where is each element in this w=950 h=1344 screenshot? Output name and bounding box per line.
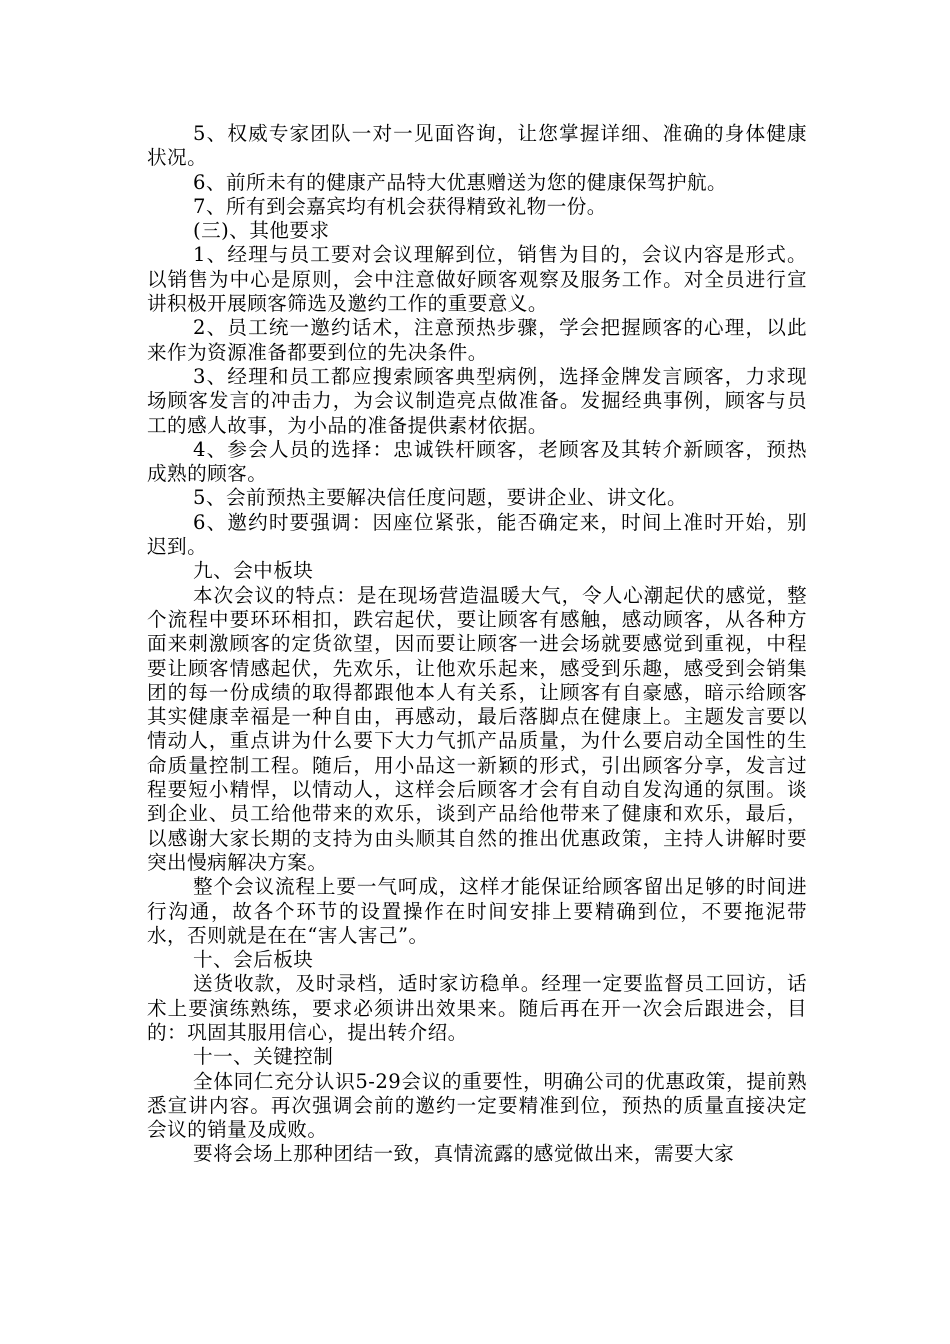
section-heading: 十、会后板块 bbox=[193, 948, 314, 972]
list-item: 5、权威专家团队一对一见面咨询，让您掌握详细、准确的身体健康状况。 bbox=[147, 122, 807, 170]
body-paragraph: 要将会场上那种团结一致，真情流露的感觉做出来，需要大家 bbox=[193, 1142, 735, 1166]
body-paragraph: 送货收款，及时录档，适时家访稳单。经理一定要监督员工回访，话术上要演练熟练，要求必须讲出效果来。随后再在开一次会后跟进会，目的：巩固其服用信心，提出转介绍。 bbox=[147, 972, 807, 1044]
body-paragraph: 本次会议的特点：是在现场营造温暖大气，令人心潮起伏的感觉，整个流程中要环环相扣，跌宕起伏，要让顾客有感触，感动顾客，从各种方面来刺激顾客的定货欲望，因而要让顾客一进会场就要感觉到重视，中程要让顾客情感起伏，先欢乐，让他欢乐起来，感受到乐趣，感受到会销集团的每一份成绩的取得都跟他本人有关系，让顾客有自豪感，暗示给顾客其实健康幸福是一种自由，再感动，最后落脚点在健康上。主题发言要以情动人，重点讲为什么要下大力气抓产品质量，为什么要启动全国性的生命质量控制工程。随后，用小品这一新颖的形式，引出顾客分享，发言过程要短小精悍，以情动人，这样会后顾客才会有自动自发沟通的氛围。谈到企业、员工给他带来的欢乐，谈到产品给他带来了健康和欢乐，最后，以感谢大家长期的支持为由头顺其自然的推出优惠政策，主持人讲解时要突出慢病解决方案。 bbox=[147, 583, 807, 874]
list-item: 3、经理和员工都应搜索顾客典型病例，选择金牌发言顾客，力求现场顾客发言的冲击力，为会议制造亮点做准备。发掘经典事例，顾客与员工的感人故事，为小品的准备提供素材依据。 bbox=[147, 364, 807, 437]
body-paragraph: 整个会议流程上要一气呵成，这样才能保证给顾客留出足够的时间进行沟通，故各个环节的设置操作在时间安排上要精确到位，不要拖泥带水，否则就是在在“害人害己”。 bbox=[147, 875, 807, 947]
list-item: 4、参会人员的选择：忠诚铁杆顾客，老顾客及其转介新顾客，预热成熟的顾客。 bbox=[147, 437, 807, 486]
list-item: 1、经理与员工要对会议理解到位，销售为目的，会议内容是形式。以销售为中心是原则，会中注意做好顾客观察及服务工作。对全员进行宣讲积极开展顾客筛选及邀约工作的重要意义。 bbox=[147, 243, 807, 316]
section-heading: (三)、其他要求 bbox=[193, 219, 330, 243]
list-item: 7、所有到会嘉宾均有机会获得精致礼物一份。 bbox=[193, 194, 607, 218]
list-item: 6、前所未有的健康产品特大优惠赠送为您的健康保驾护航。 bbox=[193, 170, 728, 194]
list-item: 2、员工统一邀约话术，注意预热步骤，学会把握顾客的心理，以此来作为资源准备都要到位的先决条件。 bbox=[147, 316, 807, 364]
section-heading: 九、会中板块 bbox=[193, 559, 314, 583]
section-heading: 十一、关键控制 bbox=[193, 1045, 334, 1069]
body-paragraph: 全体同仁充分认识5-29会议的重要性，明确公司的优惠政策，提前熟悉宣讲内容。再次强调会前的邀约一定要精准到位，预热的质量直接决定会议的销量及成败。 bbox=[147, 1069, 807, 1142]
list-item: 6、邀约时要强调：因座位紧张，能否确定来，时间上准时开始，别迟到。 bbox=[147, 510, 807, 559]
list-item: 5、会前预热主要解决信任度问题，要讲企业、讲文化。 bbox=[193, 486, 688, 510]
document-body bbox=[147, 122, 807, 1167]
